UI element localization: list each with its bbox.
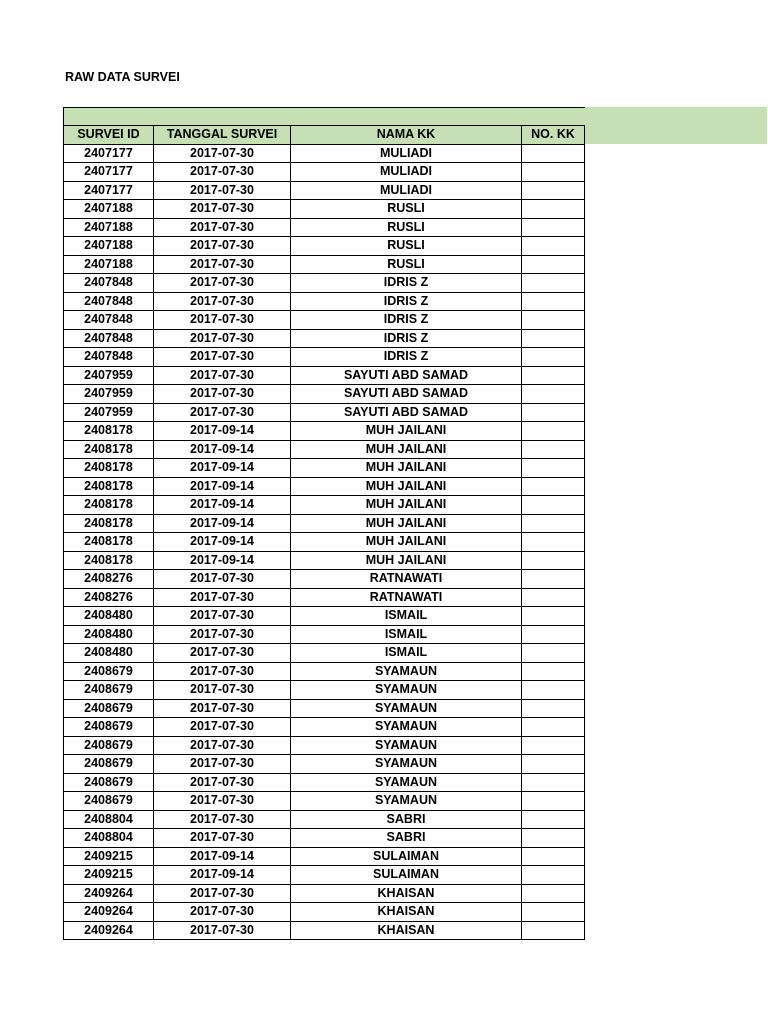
tanggal-survei-cell[interactable]: 2017-09-14 [154,866,291,885]
table-row [64,607,585,626]
no-kk-cell[interactable] [522,570,585,589]
nama-kk-cell[interactable]: IDRIS Z [291,329,522,348]
survei-id-cell[interactable]: 2408679 [64,662,154,681]
column-header-no-kk[interactable]: NO. KK [522,126,585,145]
survei-id-cell[interactable]: 2408679 [64,736,154,755]
nama-kk-cell[interactable]: KHAISAN [291,921,522,940]
table-row [64,274,585,293]
no-kk-cell[interactable] [522,311,585,330]
nama-kk-cell[interactable]: SYAMAUN [291,662,522,681]
no-kk-cell[interactable] [522,755,585,774]
no-kk-cell[interactable] [522,921,585,940]
no-kk-cell[interactable] [522,459,585,478]
tanggal-survei-cell[interactable]: 2017-07-30 [154,699,291,718]
no-kk-cell[interactable] [522,274,585,293]
nama-kk-cell[interactable]: SYAMAUN [291,699,522,718]
survei-id-cell[interactable]: 2408480 [64,644,154,663]
survei-id-cell[interactable]: 2407959 [64,366,154,385]
nama-kk-cell[interactable]: KHAISAN [291,884,522,903]
survei-id-cell[interactable]: 2408679 [64,773,154,792]
tanggal-survei-cell[interactable]: 2017-07-30 [154,311,291,330]
survei-id-cell[interactable]: 2407848 [64,292,154,311]
nama-kk-cell[interactable]: SYAMAUN [291,736,522,755]
survei-id-cell[interactable]: 2408679 [64,681,154,700]
nama-kk-cell[interactable]: SYAMAUN [291,718,522,737]
no-kk-cell[interactable] [522,533,585,552]
survei-id-cell[interactable]: 2409215 [64,866,154,885]
survei-id-cell[interactable]: 2409264 [64,903,154,922]
table-row [64,829,585,848]
tanggal-survei-cell[interactable]: 2017-09-14 [154,551,291,570]
table-row [64,644,585,663]
sheet-title: RAW DATA SURVEI [65,70,180,84]
table-row [64,533,585,552]
survei-id-cell[interactable]: 2407959 [64,385,154,404]
no-kk-cell[interactable] [522,440,585,459]
table-row [64,903,585,922]
table-row [64,773,585,792]
nama-kk-cell[interactable]: IDRIS Z [291,311,522,330]
tanggal-survei-cell[interactable]: 2017-07-30 [154,792,291,811]
survei-id-cell[interactable]: 2408480 [64,625,154,644]
table-row [64,755,585,774]
nama-kk-cell[interactable]: SYAMAUN [291,681,522,700]
survei-id-cell[interactable]: 2408178 [64,422,154,441]
tanggal-survei-cell[interactable]: 2017-07-30 [154,662,291,681]
tanggal-survei-cell[interactable]: 2017-09-14 [154,847,291,866]
no-kk-cell[interactable] [522,699,585,718]
no-kk-cell[interactable] [522,181,585,200]
nama-kk-cell[interactable]: MUH JAILANI [291,496,522,515]
nama-kk-cell[interactable]: SYAMAUN [291,755,522,774]
no-kk-cell[interactable] [522,477,585,496]
table-row [64,866,585,885]
nama-kk-cell[interactable]: MUH JAILANI [291,551,522,570]
survei-id-cell[interactable]: 2409264 [64,884,154,903]
tanggal-survei-cell[interactable]: 2017-07-30 [154,755,291,774]
table-row [64,551,585,570]
nama-kk-cell[interactable]: RUSLI [291,200,522,219]
tanggal-survei-cell[interactable]: 2017-09-14 [154,496,291,515]
nama-kk-cell[interactable]: IDRIS Z [291,292,522,311]
table-row [64,718,585,737]
survei-id-cell[interactable]: 2407177 [64,181,154,200]
tanggal-survei-cell[interactable]: 2017-07-30 [154,181,291,200]
nama-kk-cell[interactable]: SAYUTI ABD SAMAD [291,403,522,422]
column-header-tanggal-survei[interactable]: TANGGAL SURVEI [154,126,291,145]
survei-id-cell[interactable]: 2408679 [64,699,154,718]
blank-header-row [64,108,585,126]
no-kk-cell[interactable] [522,644,585,663]
tanggal-survei-cell[interactable]: 2017-07-30 [154,625,291,644]
no-kk-cell[interactable] [522,551,585,570]
no-kk-cell[interactable] [522,866,585,885]
nama-kk-cell[interactable]: RUSLI [291,237,522,256]
table-row [64,477,585,496]
survei-id-cell[interactable]: 2408679 [64,718,154,737]
tanggal-survei-cell[interactable]: 2017-07-30 [154,588,291,607]
no-kk-cell[interactable] [522,144,585,163]
tanggal-survei-cell[interactable]: 2017-07-30 [154,255,291,274]
table-row [64,403,585,422]
table-row [64,255,585,274]
tanggal-survei-cell[interactable]: 2017-07-30 [154,403,291,422]
table-body [64,144,585,940]
survei-id-cell[interactable]: 2408178 [64,533,154,552]
no-kk-cell[interactable] [522,884,585,903]
table-row [64,570,585,589]
survei-id-cell[interactable]: 2408679 [64,792,154,811]
tanggal-survei-cell[interactable]: 2017-07-30 [154,829,291,848]
no-kk-cell[interactable] [522,736,585,755]
no-kk-cell[interactable] [522,403,585,422]
table-row [64,662,585,681]
tanggal-survei-cell[interactable]: 2017-07-30 [154,385,291,404]
table-row [64,440,585,459]
tanggal-survei-cell[interactable]: 2017-07-30 [154,200,291,219]
nama-kk-cell[interactable]: MUH JAILANI [291,533,522,552]
table-row [64,884,585,903]
nama-kk-cell[interactable]: SULAIMAN [291,847,522,866]
survei-id-cell[interactable]: 2408178 [64,551,154,570]
no-kk-cell[interactable] [522,366,585,385]
tanggal-survei-cell[interactable]: 2017-07-30 [154,366,291,385]
tanggal-survei-cell[interactable]: 2017-07-30 [154,644,291,663]
survei-id-cell[interactable]: 2408804 [64,810,154,829]
tanggal-survei-cell[interactable]: 2017-07-30 [154,570,291,589]
tanggal-survei-cell[interactable]: 2017-09-14 [154,459,291,478]
no-kk-cell[interactable] [522,200,585,219]
table-row [64,366,585,385]
nama-kk-cell[interactable]: SULAIMAN [291,866,522,885]
no-kk-cell[interactable] [522,588,585,607]
no-kk-cell[interactable] [522,607,585,626]
column-header-nama-kk[interactable]: NAMA KK [291,126,522,145]
tanggal-survei-cell[interactable]: 2017-09-14 [154,440,291,459]
survei-id-cell[interactable]: 2407848 [64,311,154,330]
survei-id-cell[interactable]: 2407188 [64,237,154,256]
table-row [64,292,585,311]
tanggal-survei-cell[interactable]: 2017-07-30 [154,144,291,163]
nama-kk-cell[interactable]: IDRIS Z [291,348,522,367]
nama-kk-cell[interactable]: RATNAWATI [291,588,522,607]
no-kk-cell[interactable] [522,662,585,681]
table-row [64,681,585,700]
no-kk-cell[interactable] [522,718,585,737]
no-kk-cell[interactable] [522,514,585,533]
survei-id-cell[interactable]: 2408178 [64,477,154,496]
tanggal-survei-cell[interactable]: 2017-07-30 [154,237,291,256]
tanggal-survei-cell[interactable]: 2017-07-30 [154,292,291,311]
survei-id-cell[interactable]: 2409264 [64,921,154,940]
survei-id-cell[interactable]: 2408178 [64,440,154,459]
tanggal-survei-cell[interactable]: 2017-07-30 [154,884,291,903]
no-kk-cell[interactable] [522,847,585,866]
data-table [63,107,585,940]
table-row [64,181,585,200]
table-row [64,736,585,755]
table-row [64,163,585,182]
tanggal-survei-cell[interactable]: 2017-09-14 [154,533,291,552]
survei-id-cell[interactable]: 2408178 [64,496,154,515]
survei-id-cell[interactable]: 2407848 [64,348,154,367]
no-kk-cell[interactable] [522,237,585,256]
nama-kk-cell[interactable]: MULIADI [291,144,522,163]
survei-id-cell[interactable]: 2408178 [64,514,154,533]
table-row [64,329,585,348]
nama-kk-cell[interactable]: RATNAWATI [291,570,522,589]
no-kk-cell[interactable] [522,773,585,792]
no-kk-cell[interactable] [522,163,585,182]
table-row [64,625,585,644]
nama-kk-cell[interactable]: SYAMAUN [291,773,522,792]
tanggal-survei-cell[interactable]: 2017-07-30 [154,218,291,237]
column-header-survei-id[interactable]: SURVEI ID [64,126,154,145]
tanggal-survei-cell[interactable]: 2017-07-30 [154,903,291,922]
survei-id-cell[interactable]: 2408276 [64,570,154,589]
tanggal-survei-cell[interactable]: 2017-09-14 [154,422,291,441]
table-row [64,348,585,367]
column-header-row [64,126,585,145]
no-kk-cell[interactable] [522,329,585,348]
table-row [64,847,585,866]
nama-kk-cell[interactable]: MUH JAILANI [291,422,522,441]
table-row [64,496,585,515]
nama-kk-cell[interactable]: RUSLI [291,255,522,274]
survei-id-cell[interactable]: 2407959 [64,403,154,422]
tanggal-survei-cell[interactable]: 2017-07-30 [154,718,291,737]
nama-kk-cell[interactable]: MUH JAILANI [291,440,522,459]
table-row [64,311,585,330]
tanggal-survei-cell[interactable]: 2017-07-30 [154,810,291,829]
no-kk-cell[interactable] [522,625,585,644]
survei-id-cell[interactable]: 2407177 [64,163,154,182]
survei-id-cell[interactable]: 2407188 [64,200,154,219]
nama-kk-cell[interactable]: MULIADI [291,163,522,182]
survei-id-cell[interactable]: 2407177 [64,144,154,163]
table-row [64,514,585,533]
no-kk-cell[interactable] [522,218,585,237]
survei-id-cell[interactable]: 2408276 [64,588,154,607]
survei-id-cell[interactable]: 2407188 [64,218,154,237]
tanggal-survei-cell[interactable]: 2017-07-30 [154,736,291,755]
table-row [64,422,585,441]
survei-id-cell[interactable]: 2408178 [64,459,154,478]
tanggal-survei-cell[interactable]: 2017-09-14 [154,477,291,496]
tanggal-survei-cell[interactable]: 2017-07-30 [154,773,291,792]
nama-kk-cell[interactable]: SABRI [291,810,522,829]
nama-kk-cell[interactable]: SAYUTI ABD SAMAD [291,366,522,385]
table-row [64,699,585,718]
no-kk-cell[interactable] [522,829,585,848]
table-row [64,200,585,219]
nama-kk-cell[interactable]: SYAMAUN [291,792,522,811]
blank-header-cell[interactable] [64,108,585,126]
survei-id-cell[interactable]: 2407188 [64,255,154,274]
nama-kk-cell[interactable]: SABRI [291,829,522,848]
nama-kk-cell[interactable]: ISMAIL [291,644,522,663]
survei-id-cell[interactable]: 2408804 [64,829,154,848]
no-kk-cell[interactable] [522,292,585,311]
tanggal-survei-cell[interactable]: 2017-07-30 [154,348,291,367]
nama-kk-cell[interactable]: SAYUTI ABD SAMAD [291,385,522,404]
table-row [64,385,585,404]
nama-kk-cell[interactable]: RUSLI [291,218,522,237]
tanggal-survei-cell[interactable]: 2017-07-30 [154,681,291,700]
table-row [64,459,585,478]
survei-id-cell[interactable]: 2407848 [64,274,154,293]
tanggal-survei-cell[interactable]: 2017-07-30 [154,921,291,940]
table-row [64,588,585,607]
no-kk-cell[interactable] [522,348,585,367]
no-kk-cell[interactable] [522,255,585,274]
table-row [64,144,585,163]
table-row [64,792,585,811]
no-kk-cell[interactable] [522,496,585,515]
nama-kk-cell[interactable]: ISMAIL [291,625,522,644]
table-row [64,921,585,940]
no-kk-cell[interactable] [522,792,585,811]
nama-kk-cell[interactable]: MUH JAILANI [291,477,522,496]
no-kk-cell[interactable] [522,681,585,700]
tanggal-survei-cell[interactable]: 2017-07-30 [154,329,291,348]
tanggal-survei-cell[interactable]: 2017-07-30 [154,163,291,182]
table-row [64,810,585,829]
no-kk-cell[interactable] [522,422,585,441]
no-kk-cell[interactable] [522,903,585,922]
tanggal-survei-cell[interactable]: 2017-09-14 [154,514,291,533]
nama-kk-cell[interactable]: ISMAIL [291,607,522,626]
tanggal-survei-cell[interactable]: 2017-07-30 [154,607,291,626]
table-row [64,218,585,237]
nama-kk-cell[interactable]: MUH JAILANI [291,514,522,533]
nama-kk-cell[interactable]: KHAISAN [291,903,522,922]
nama-kk-cell[interactable]: IDRIS Z [291,274,522,293]
survei-id-cell[interactable]: 2408679 [64,755,154,774]
nama-kk-cell[interactable]: MUH JAILANI [291,459,522,478]
nama-kk-cell[interactable]: MULIADI [291,181,522,200]
table-row [64,237,585,256]
survei-id-cell[interactable]: 2409215 [64,847,154,866]
no-kk-cell[interactable] [522,385,585,404]
survei-id-cell[interactable]: 2408480 [64,607,154,626]
no-kk-cell[interactable] [522,810,585,829]
tanggal-survei-cell[interactable]: 2017-07-30 [154,274,291,293]
survei-id-cell[interactable]: 2407848 [64,329,154,348]
